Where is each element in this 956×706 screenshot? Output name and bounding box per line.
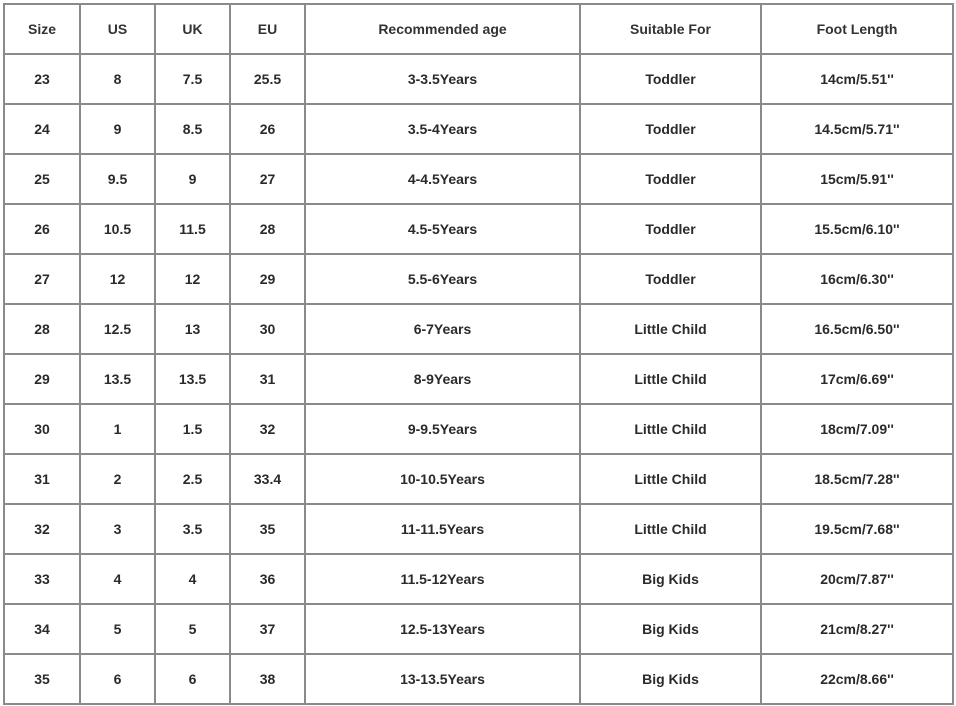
- cell-uk: 3.5: [155, 504, 230, 554]
- cell-us: 9: [80, 104, 155, 154]
- cell-uk: 6: [155, 654, 230, 704]
- header-row: [4, 4, 953, 54]
- cell-uk: 1.5: [155, 404, 230, 454]
- cell-suitable-for: Big Kids: [580, 654, 761, 704]
- cell-recommended-age: 12.5-13Years: [305, 604, 580, 654]
- cell-eu: 37: [230, 604, 305, 654]
- cell-eu: 25.5: [230, 54, 305, 104]
- cell-recommended-age: 6-7Years: [305, 304, 580, 354]
- table-row: [4, 654, 953, 704]
- cell-us: 8: [80, 54, 155, 104]
- cell-recommended-age: 11.5-12Years: [305, 554, 580, 604]
- cell-suitable-for: Toddler: [580, 204, 761, 254]
- cell-eu: 26: [230, 104, 305, 154]
- cell-eu: 38: [230, 654, 305, 704]
- cell-recommended-age: 5.5-6Years: [305, 254, 580, 304]
- table-row: [4, 204, 953, 254]
- column-header-size: Size: [4, 4, 80, 54]
- column-header-uk: UK: [155, 4, 230, 54]
- cell-eu: 27: [230, 154, 305, 204]
- cell-recommended-age: 3-3.5Years: [305, 54, 580, 104]
- cell-eu: 33.4: [230, 454, 305, 504]
- cell-eu: 30: [230, 304, 305, 354]
- cell-size: 30: [4, 404, 80, 454]
- cell-size: 31: [4, 454, 80, 504]
- cell-uk: 12: [155, 254, 230, 304]
- cell-size: 26: [4, 204, 80, 254]
- cell-eu: 28: [230, 204, 305, 254]
- table-row: [4, 554, 953, 604]
- cell-size: 25: [4, 154, 80, 204]
- cell-foot-length: 21cm/8.27'': [761, 604, 953, 654]
- column-header-us: US: [80, 4, 155, 54]
- cell-uk: 11.5: [155, 204, 230, 254]
- cell-foot-length: 15cm/5.91'': [761, 154, 953, 204]
- table-row: [4, 254, 953, 304]
- cell-eu: 31: [230, 354, 305, 404]
- cell-us: 3: [80, 504, 155, 554]
- table-row: [4, 404, 953, 454]
- cell-recommended-age: 9-9.5Years: [305, 404, 580, 454]
- cell-size: 33: [4, 554, 80, 604]
- cell-suitable-for: Little Child: [580, 304, 761, 354]
- column-header-eu: EU: [230, 4, 305, 54]
- cell-eu: 29: [230, 254, 305, 304]
- cell-recommended-age: 13-13.5Years: [305, 654, 580, 704]
- cell-foot-length: 22cm/8.66'': [761, 654, 953, 704]
- cell-uk: 7.5: [155, 54, 230, 104]
- cell-foot-length: 18cm/7.09'': [761, 404, 953, 454]
- cell-suitable-for: Big Kids: [580, 604, 761, 654]
- cell-uk: 9: [155, 154, 230, 204]
- cell-us: 5: [80, 604, 155, 654]
- cell-size: 24: [4, 104, 80, 154]
- cell-uk: 8.5: [155, 104, 230, 154]
- cell-size: 28: [4, 304, 80, 354]
- cell-uk: 5: [155, 604, 230, 654]
- cell-us: 13.5: [80, 354, 155, 404]
- size-chart-table: [3, 3, 954, 705]
- cell-suitable-for: Big Kids: [580, 554, 761, 604]
- cell-suitable-for: Little Child: [580, 354, 761, 404]
- cell-uk: 13.5: [155, 354, 230, 404]
- table-row: [4, 154, 953, 204]
- table-row: [4, 454, 953, 504]
- cell-size: 27: [4, 254, 80, 304]
- table-body: [4, 54, 953, 704]
- cell-foot-length: 15.5cm/6.10'': [761, 204, 953, 254]
- cell-foot-length: 14.5cm/5.71'': [761, 104, 953, 154]
- cell-recommended-age: 8-9Years: [305, 354, 580, 404]
- table-header: [4, 4, 953, 54]
- cell-recommended-age: 4-4.5Years: [305, 154, 580, 204]
- cell-us: 9.5: [80, 154, 155, 204]
- cell-size: 29: [4, 354, 80, 404]
- cell-foot-length: 16cm/6.30'': [761, 254, 953, 304]
- table-row: [4, 354, 953, 404]
- cell-us: 12: [80, 254, 155, 304]
- cell-suitable-for: Little Child: [580, 454, 761, 504]
- table-row: [4, 104, 953, 154]
- cell-eu: 32: [230, 404, 305, 454]
- cell-us: 10.5: [80, 204, 155, 254]
- cell-uk: 4: [155, 554, 230, 604]
- column-header-recommended-age: Recommended age: [305, 4, 580, 54]
- table-row: [4, 304, 953, 354]
- cell-size: 35: [4, 654, 80, 704]
- cell-eu: 36: [230, 554, 305, 604]
- column-header-foot-length: Foot Length: [761, 4, 953, 54]
- column-header-suitable-for: Suitable For: [580, 4, 761, 54]
- cell-eu: 35: [230, 504, 305, 554]
- cell-recommended-age: 4.5-5Years: [305, 204, 580, 254]
- cell-us: 4: [80, 554, 155, 604]
- cell-foot-length: 18.5cm/7.28'': [761, 454, 953, 504]
- cell-foot-length: 16.5cm/6.50'': [761, 304, 953, 354]
- cell-us: 12.5: [80, 304, 155, 354]
- cell-suitable-for: Little Child: [580, 404, 761, 454]
- cell-uk: 2.5: [155, 454, 230, 504]
- cell-us: 2: [80, 454, 155, 504]
- cell-suitable-for: Toddler: [580, 54, 761, 104]
- cell-recommended-age: 11-11.5Years: [305, 504, 580, 554]
- cell-us: 6: [80, 654, 155, 704]
- cell-suitable-for: Toddler: [580, 254, 761, 304]
- cell-foot-length: 20cm/7.87'': [761, 554, 953, 604]
- cell-size: 32: [4, 504, 80, 554]
- cell-suitable-for: Toddler: [580, 104, 761, 154]
- cell-size: 23: [4, 54, 80, 104]
- cell-uk: 13: [155, 304, 230, 354]
- cell-us: 1: [80, 404, 155, 454]
- cell-size: 34: [4, 604, 80, 654]
- cell-foot-length: 14cm/5.51'': [761, 54, 953, 104]
- table-row: [4, 604, 953, 654]
- cell-recommended-age: 10-10.5Years: [305, 454, 580, 504]
- cell-foot-length: 19.5cm/7.68'': [761, 504, 953, 554]
- cell-recommended-age: 3.5-4Years: [305, 104, 580, 154]
- cell-foot-length: 17cm/6.69'': [761, 354, 953, 404]
- table-row: [4, 504, 953, 554]
- table-row: [4, 54, 953, 104]
- cell-suitable-for: Toddler: [580, 154, 761, 204]
- cell-suitable-for: Little Child: [580, 504, 761, 554]
